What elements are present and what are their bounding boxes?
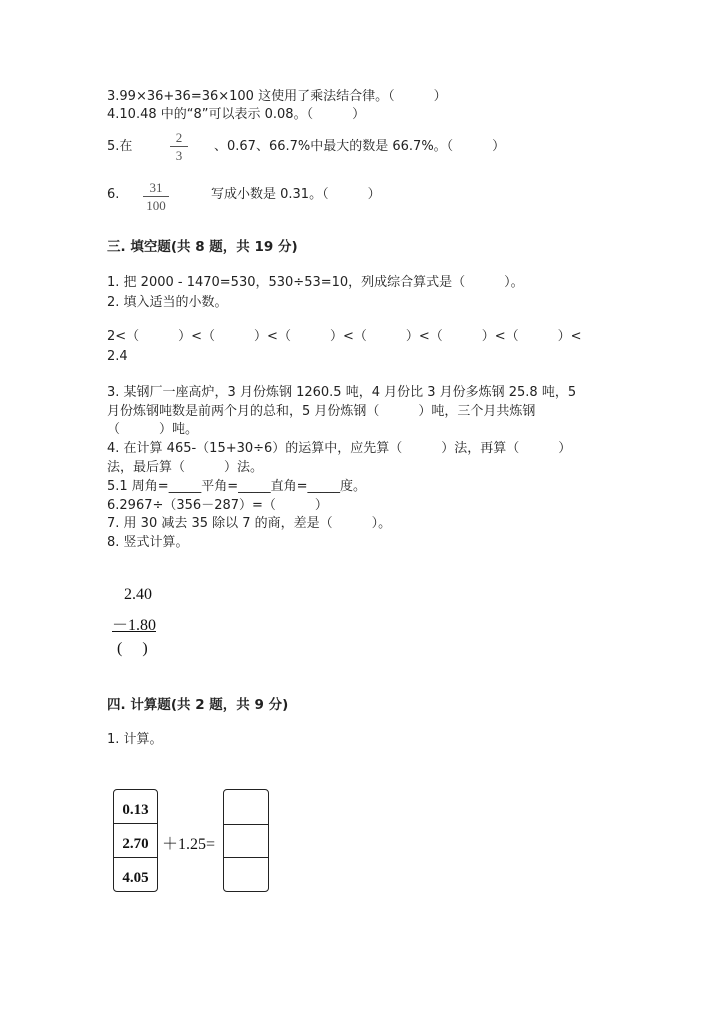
fill-question-1: 1. 把 2000 - 1470=530，530÷53=10，列成综合算式是（ ）。: [107, 275, 524, 290]
fraction-31-over-100: [143, 180, 169, 213]
fraction-bar: [170, 146, 188, 147]
judge-question-5-prefix: 5.在: [107, 139, 133, 154]
vertical-result: ( ): [117, 640, 148, 657]
input-value: 2.70: [122, 836, 149, 852]
fill-question-6: 6.2967÷（356－287）=（ ）: [107, 498, 328, 513]
column-divider: [224, 824, 268, 825]
fraction-two-thirds: [170, 130, 188, 163]
section-3-title: 三. 填空题(共 8 题，共 19 分): [107, 239, 298, 255]
fill-question-3-line-1: 3. 某钢厂一座高炉，3 月份炼钢 1260.5 吨，4 月份比 3 月份多炼钢 25.8 吨，5: [107, 385, 577, 400]
judge-question-5-text: 、0.67、66.7%中最大的数是 66.7%。（ ）: [214, 139, 506, 154]
fraction-numerator: 2: [175, 130, 183, 145]
fraction-denominator: 3: [175, 148, 183, 163]
answer-column: [223, 789, 269, 892]
fill-question-7: 7. 用 30 减去 35 除以 7 的商，差是（ ）。: [107, 516, 392, 531]
vertical-bottom-number: －1.80: [112, 617, 157, 634]
fill-question-2-line-1: 2<（ ）<（ ）<（ ）<（ ）<（ ）<（ ）<: [107, 329, 582, 344]
section-4-title: 四. 计算题(共 2 题，共 9 分): [107, 697, 289, 713]
operator-plus-1-25: ＋1.25=: [162, 836, 216, 853]
fill-question-3-line-2: 月份炼钢吨数是前两个月的总和，5 月份炼钢（ ）吨，三个月共炼钢: [107, 404, 536, 419]
fraction-denominator: 100: [146, 198, 166, 213]
judge-question-6-prefix: 6.: [107, 187, 120, 202]
column-divider: [114, 823, 157, 824]
fill-question-2-line-2: 2.4: [107, 349, 128, 364]
judge-question-4: 4.10.48 中的“8”可以表示 0.08。（ ）: [107, 107, 366, 122]
fill-question-3-line-3: （ ）吨。: [107, 422, 199, 437]
judge-question-6-text: 写成小数是 0.31。（ ）: [211, 187, 381, 202]
fraction-bar: [143, 196, 169, 197]
fill-question-2: 2. 填入适当的小数。: [107, 295, 228, 310]
input-value: 4.05: [122, 870, 149, 886]
fraction-numerator: 31: [149, 180, 163, 195]
input-value: 0.13: [122, 802, 149, 818]
input-number-column: [113, 789, 158, 892]
column-divider: [224, 857, 268, 858]
calc-question-1: 1. 计算。: [107, 732, 163, 747]
fill-question-5: 5.1 周角=_____平角=_____直角=_____度。: [107, 479, 366, 494]
vertical-top-number: 2.40: [124, 586, 152, 603]
fill-question-4-line-2: 法，最后算（ ）法。: [107, 460, 264, 475]
fill-question-4-line-1: 4. 在计算 465-（15+30÷6）的运算中，应先算（ ）法，再算（ ）: [107, 441, 572, 456]
vertical-underline: [112, 631, 156, 632]
judge-question-3: 3.99×36+36=36×100 这使用了乘法结合律。（ ）: [107, 89, 447, 104]
fill-question-8: 8. 竖式计算。: [107, 535, 189, 550]
column-divider: [114, 857, 157, 858]
